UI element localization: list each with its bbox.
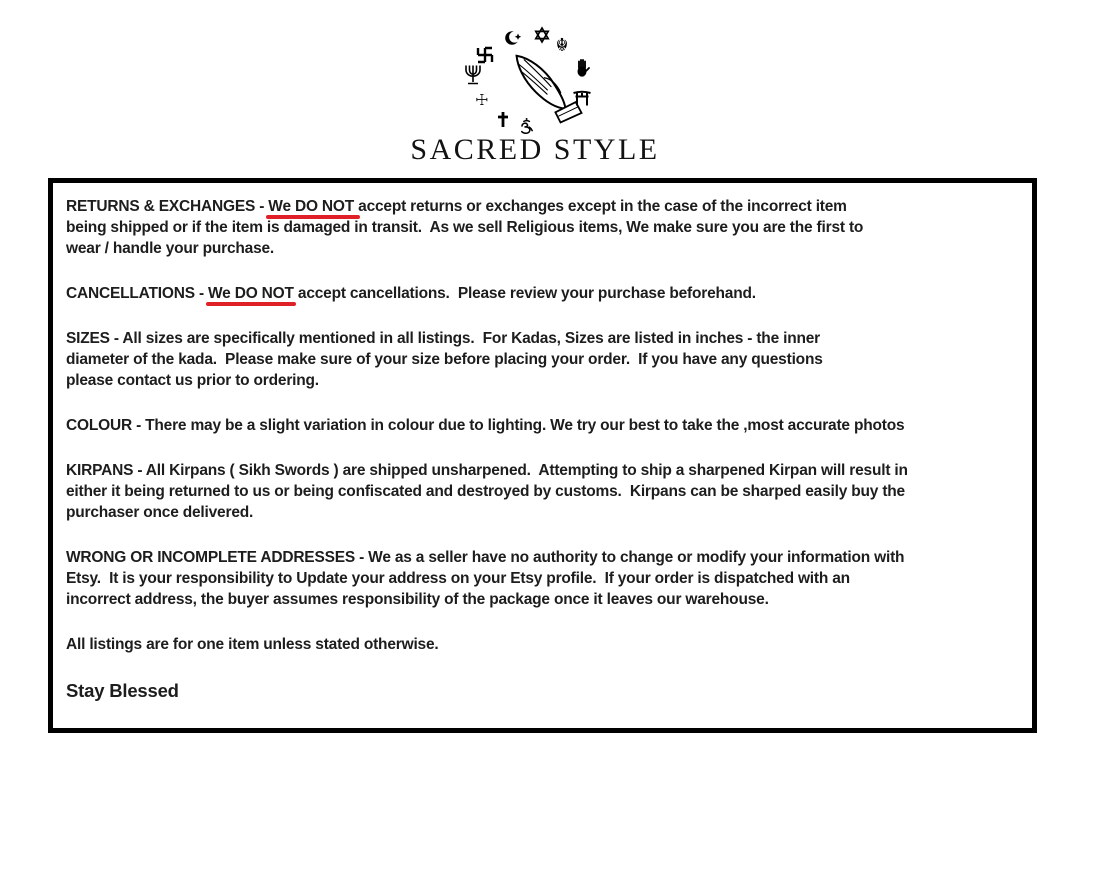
closing-text: Stay Blessed [66,680,179,701]
policy-text: WRONG OR INCOMPLETE ADDRESSES - We as a seller have no authority to change or modify your information with [66,549,905,566]
policy-paragraph-addresses [66,547,1014,610]
policy-paragraph-sizes [66,328,1014,391]
khanda-icon: ☬ [555,35,569,56]
policy-text: accept cancellations. Please review your purchase beforehand. [293,285,756,302]
om-icon [522,118,532,133]
policy-text: Etsy. It is your responsibility to Update your address on your Etsy profile. If your order is dispatched with an [66,570,850,587]
policy-text: accept returns or exchanges except in the case of the incorrect item [358,198,847,215]
policy-paragraph-cancellations [66,283,1014,304]
jain-hand-icon [578,60,589,76]
policy-paragraph-returns-exchanges [66,196,1014,259]
policy-box [48,178,1037,733]
red-underlined-text: We DO NOT [208,285,294,302]
cross-crosslet-icon: ☩ [475,91,489,109]
policy-text: wear / handle your purchase. [66,240,275,257]
policy-text: incorrect address, the buyer assumes responsibility of the package once it leaves our warehouse. [66,591,769,608]
policy-text: being shipped or if the item is damaged in transit. As we sell Religious items, We make sure you are the first to [66,219,864,236]
policy-text: purchaser once delivered. [66,504,254,521]
latin-cross-icon [498,112,508,127]
crescent-and-star-icon [505,31,521,45]
praying-hands-icon [508,47,584,128]
policy-paragraph-one-item [66,634,1014,655]
policy-text: RETURNS & EXCHANGES - [66,198,269,215]
red-underlined-text: We DO NOT [268,198,359,215]
brand-logo-art [430,22,640,140]
star-of-david-icon [536,28,548,42]
policy-text: either it being returned to us or being confiscated and destroyed by customs. Kirpans can be sharped easily buy the [66,483,905,500]
swastika-icon [478,48,492,62]
policy-text: SIZES - All sizes are specifically mentioned in all listings. For Kadas, Sizes are listed in inches - the inner [66,330,820,347]
policy-text: All listings are for one item unless stated otherwise. [66,636,439,653]
policy-paragraph-kirpans [66,460,1014,523]
policy-text: diameter of the kada. Please make sure of your size before placing your order. If you have any questions [66,351,823,368]
policy-text: KIRPANS - All Kirpans ( Sikh Swords ) are shipped unsharpened. Attempting to ship a sharpened Kirpan will result in [66,462,908,479]
torii-gate-icon [574,92,591,106]
policy-text: please contact us prior to ordering. [66,372,319,389]
policy-paragraphs [66,196,1014,655]
policy-text: CANCELLATIONS - [66,285,209,302]
policy-paragraph-colour [66,415,1014,436]
policy-text: COLOUR - There may be a slight variation in colour due to lighting. We try our best to take the ,most accurate photos [66,417,905,434]
menorah-icon [466,66,480,84]
brand-name: SACRED STYLE [410,133,660,166]
